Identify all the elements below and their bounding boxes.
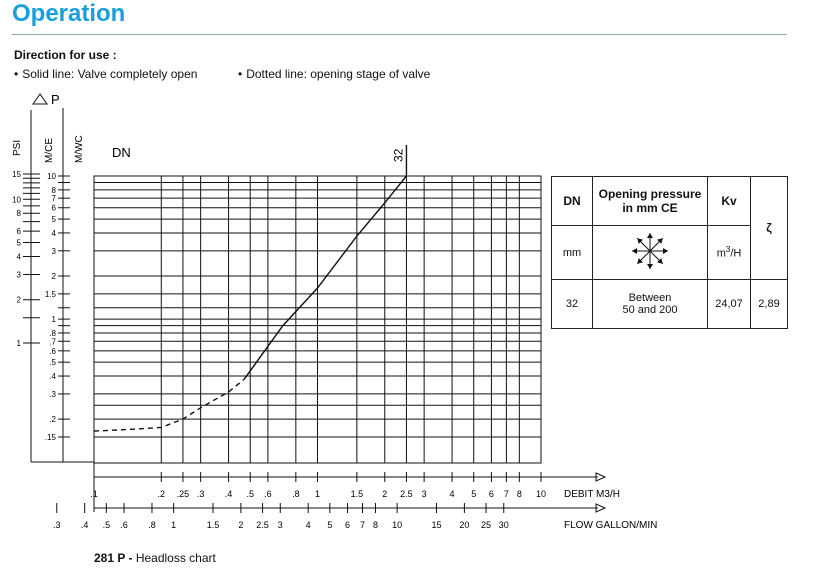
x-tick-label-m3h: 1.5 bbox=[350, 489, 364, 499]
mce-tick-label: .7 bbox=[49, 337, 56, 347]
x-tick-label-m3h: .4 bbox=[224, 489, 233, 499]
x-tick-label-m3h: 4 bbox=[449, 489, 455, 499]
x-tick-label-m3h: .8 bbox=[292, 489, 300, 499]
mce-tick-label: .6 bbox=[49, 346, 56, 356]
series-line-solid bbox=[244, 176, 406, 379]
legend-solid-text: Solid line: Valve completely open bbox=[22, 67, 198, 81]
unit-kv: $m^3/H$ bbox=[708, 226, 751, 280]
mce-tick-label: .5 bbox=[49, 358, 56, 368]
x-tick-label-gpm: 4 bbox=[305, 520, 311, 530]
x-tick-label-gpm: 20 bbox=[459, 520, 470, 530]
x-tick-label-m3h: 2 bbox=[382, 489, 388, 499]
x-tick-label-gpm: .4 bbox=[80, 520, 89, 530]
x-tick-label-m3h: .6 bbox=[264, 489, 272, 499]
cell-kv: 24,07 bbox=[708, 280, 751, 329]
x-tick-label-m3h: 3 bbox=[421, 489, 427, 499]
unit-dn: mm bbox=[552, 226, 593, 280]
x-tick-label-gpm: .6 bbox=[120, 520, 128, 530]
x-tick-label-gpm: 25 bbox=[481, 520, 492, 530]
mce-tick-label: .15 bbox=[44, 433, 56, 442]
x-tick-label-m3h: 2.5 bbox=[400, 489, 413, 499]
header-kv: Kv bbox=[708, 177, 751, 226]
mce-tick-label: 4 bbox=[51, 228, 56, 238]
x-tick-label-m3h: 6 bbox=[488, 489, 494, 499]
x-tick-label-m3h: 8 bbox=[516, 489, 522, 499]
page-title: Operation bbox=[12, 0, 126, 27]
psi-tick-label: 5 bbox=[16, 238, 21, 248]
x-tick-label-m3h: .25 bbox=[176, 489, 190, 499]
x-tick-label-gpm: 15 bbox=[431, 520, 442, 530]
x-tick-label-m3h: 7 bbox=[503, 489, 509, 499]
header-dn: DN bbox=[552, 177, 593, 226]
cell-dn: 32 bbox=[552, 280, 593, 329]
mce-tick-label: .2 bbox=[49, 415, 56, 425]
x-tick-label-m3h: .5 bbox=[246, 489, 254, 499]
mce-tick-label: 1.5 bbox=[44, 289, 56, 299]
psi-tick-label: 10 bbox=[12, 195, 21, 205]
psi-tick-label: 8 bbox=[16, 209, 21, 219]
x-tick-label-gpm: 30 bbox=[498, 520, 509, 530]
psi-tick-label: 2 bbox=[16, 295, 21, 305]
x-tick-label-m3h: .1 bbox=[90, 489, 98, 499]
psi-tick-label: 15 bbox=[12, 170, 21, 179]
arrow-head bbox=[647, 264, 653, 269]
x-tick-label-gpm: 1.5 bbox=[206, 520, 220, 530]
x-tick-label-gpm: 1 bbox=[171, 520, 177, 530]
multi-direction-arrows-icon bbox=[627, 228, 673, 274]
mce-tick-label: 2 bbox=[51, 272, 56, 282]
bullet-icon: • bbox=[14, 67, 19, 81]
direction-heading: Direction for use : bbox=[14, 48, 117, 62]
delta-triangle-icon bbox=[33, 94, 47, 104]
delta-p-label: P bbox=[51, 92, 60, 107]
psi-tick-label: 4 bbox=[16, 252, 21, 262]
mce-tick-label: 10 bbox=[47, 172, 56, 181]
psi-tick-label: 1 bbox=[16, 339, 21, 348]
unit-opening bbox=[593, 226, 708, 280]
mce-tick-label: .8 bbox=[49, 328, 56, 338]
x-tick-label-m3h: .3 bbox=[196, 489, 205, 499]
x-tick-label-gpm: 8 bbox=[372, 520, 378, 530]
x-tick-label-gpm: 2.5 bbox=[256, 520, 269, 530]
x-tick-label-gpm: 6 bbox=[345, 520, 351, 530]
x-tick-label-gpm: .5 bbox=[102, 520, 111, 530]
dn-label: DN bbox=[112, 145, 131, 160]
arrow-head bbox=[647, 233, 653, 238]
y-axis-title-psi: PSI bbox=[12, 139, 23, 156]
y-axis-title-mwc: M/WC bbox=[74, 135, 85, 163]
spec-data-row bbox=[552, 280, 788, 329]
spec-header-row bbox=[552, 177, 788, 226]
y-axis-title-mce: M/CE bbox=[44, 138, 55, 163]
cell-opening: Between 50 and 200 bbox=[593, 280, 708, 329]
x-tick-label-gpm: .3 bbox=[53, 520, 61, 530]
x-tick-label-m3h: 10 bbox=[535, 489, 547, 499]
cell-zeta: 2,89 bbox=[751, 280, 788, 329]
x-tick-label-gpm: .8 bbox=[148, 520, 156, 530]
x-tick-label-gpm: 10 bbox=[392, 520, 403, 530]
x-tick-label-m3h: 5 bbox=[471, 489, 477, 499]
x-tick-label-gpm: 5 bbox=[327, 520, 333, 530]
x-tick-label-gpm: 7 bbox=[359, 520, 366, 530]
x-tick-label-m3h: 1 bbox=[314, 489, 321, 499]
header-zeta: ζ bbox=[751, 177, 788, 280]
x-tick-label-m3h: .2 bbox=[157, 489, 166, 499]
mce-tick-label: 8 bbox=[51, 185, 56, 195]
x-axis-title-gpm: FLOW GALLON/MIN bbox=[564, 520, 658, 531]
mce-tick-label: 1 bbox=[51, 315, 56, 325]
mce-tick-label: 7 bbox=[51, 194, 56, 204]
arrow-head bbox=[663, 248, 668, 254]
x-tick-label-gpm: 3 bbox=[277, 520, 283, 530]
mce-tick-label: .4 bbox=[49, 372, 56, 382]
x-axis-title-m3h: DEBIT M3/H bbox=[564, 489, 620, 500]
bullet-icon: • bbox=[238, 67, 243, 81]
chart-axes bbox=[12, 92, 605, 512]
psi-tick-label: 6 bbox=[16, 227, 21, 237]
mce-tick-label: .3 bbox=[49, 389, 56, 399]
legend-dotted-text: Dotted line: opening stage of valve bbox=[246, 67, 431, 81]
series-label: 32 bbox=[391, 148, 406, 162]
chart-caption: 281 P - Headloss chart bbox=[94, 551, 216, 565]
mce-tick-label: 3 bbox=[51, 246, 56, 256]
chart-grid bbox=[94, 176, 541, 463]
arrow-head bbox=[632, 248, 637, 254]
header-opening-pressure: Opening pressure in mm CE bbox=[593, 177, 708, 226]
psi-tick-label: 3 bbox=[16, 270, 21, 280]
mce-tick-label: 6 bbox=[51, 203, 56, 213]
x-tick-label-gpm: 2 bbox=[238, 520, 244, 530]
mce-tick-label: 5 bbox=[51, 215, 56, 225]
spec-table bbox=[551, 176, 788, 329]
